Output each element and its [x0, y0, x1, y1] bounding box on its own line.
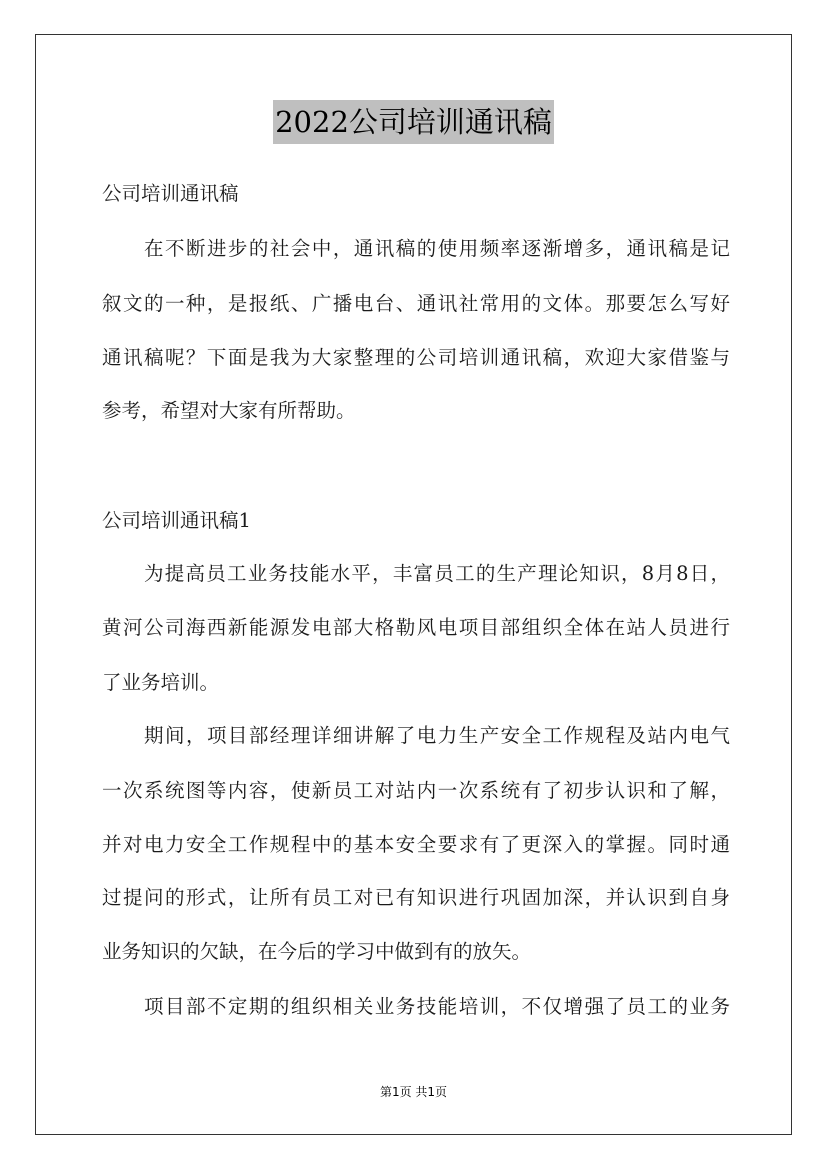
document-title-wrap	[0, 100, 827, 144]
document-title: 2022公司培训通讯稿	[273, 100, 554, 144]
para1-line-1: 为提高员工业务技能水平，丰富员工的生产理论知识，8月8日，	[144, 562, 730, 585]
intro-line-1: 在不断进步的社会中，通讯稿的使用频率逐渐增多，通讯稿是记	[144, 237, 730, 260]
para2-line-5: 业务知识的欠缺，在今后的学习中做到有的放矢。	[102, 940, 532, 963]
para1-line-3: 了业务培训。	[102, 671, 220, 694]
para3-line-1: 项目部不定期的组织相关业务技能培训，不仅增强了员工的业务	[144, 995, 730, 1018]
page-footer: 第1页 共1页	[379, 1085, 448, 1099]
intro-heading: 公司培训通讯稿	[102, 182, 239, 205]
para2-line-2: 一次系统图等内容，使新员工对站内一次系统有了初步认识和了解，	[102, 779, 730, 802]
para2-line-4: 过提问的形式，让所有员工对已有知识进行巩固加深，并认识到自身	[102, 886, 730, 909]
intro-line-3: 通讯稿呢？下面是我为大家整理的公司培训通讯稿，欢迎大家借鉴与	[102, 346, 730, 369]
intro-line-4: 参考，希望对大家有所帮助。	[102, 399, 356, 422]
para2-line-3: 并对电力安全工作规程中的基本安全要求有了更深入的掌握。同时通	[102, 833, 730, 856]
intro-line-2: 叙文的一种，是报纸、广播电台、通讯社常用的文体。那要怎么写好	[102, 292, 730, 315]
para1-line-2: 黄河公司海西新能源发电部大格勒风电项目部组织全体在站人员进行	[102, 616, 730, 639]
section-heading: 公司培训通讯稿1	[102, 509, 251, 532]
para2-line-1: 期间，项目部经理详细讲解了电力生产安全工作规程及站内电气	[144, 724, 730, 747]
